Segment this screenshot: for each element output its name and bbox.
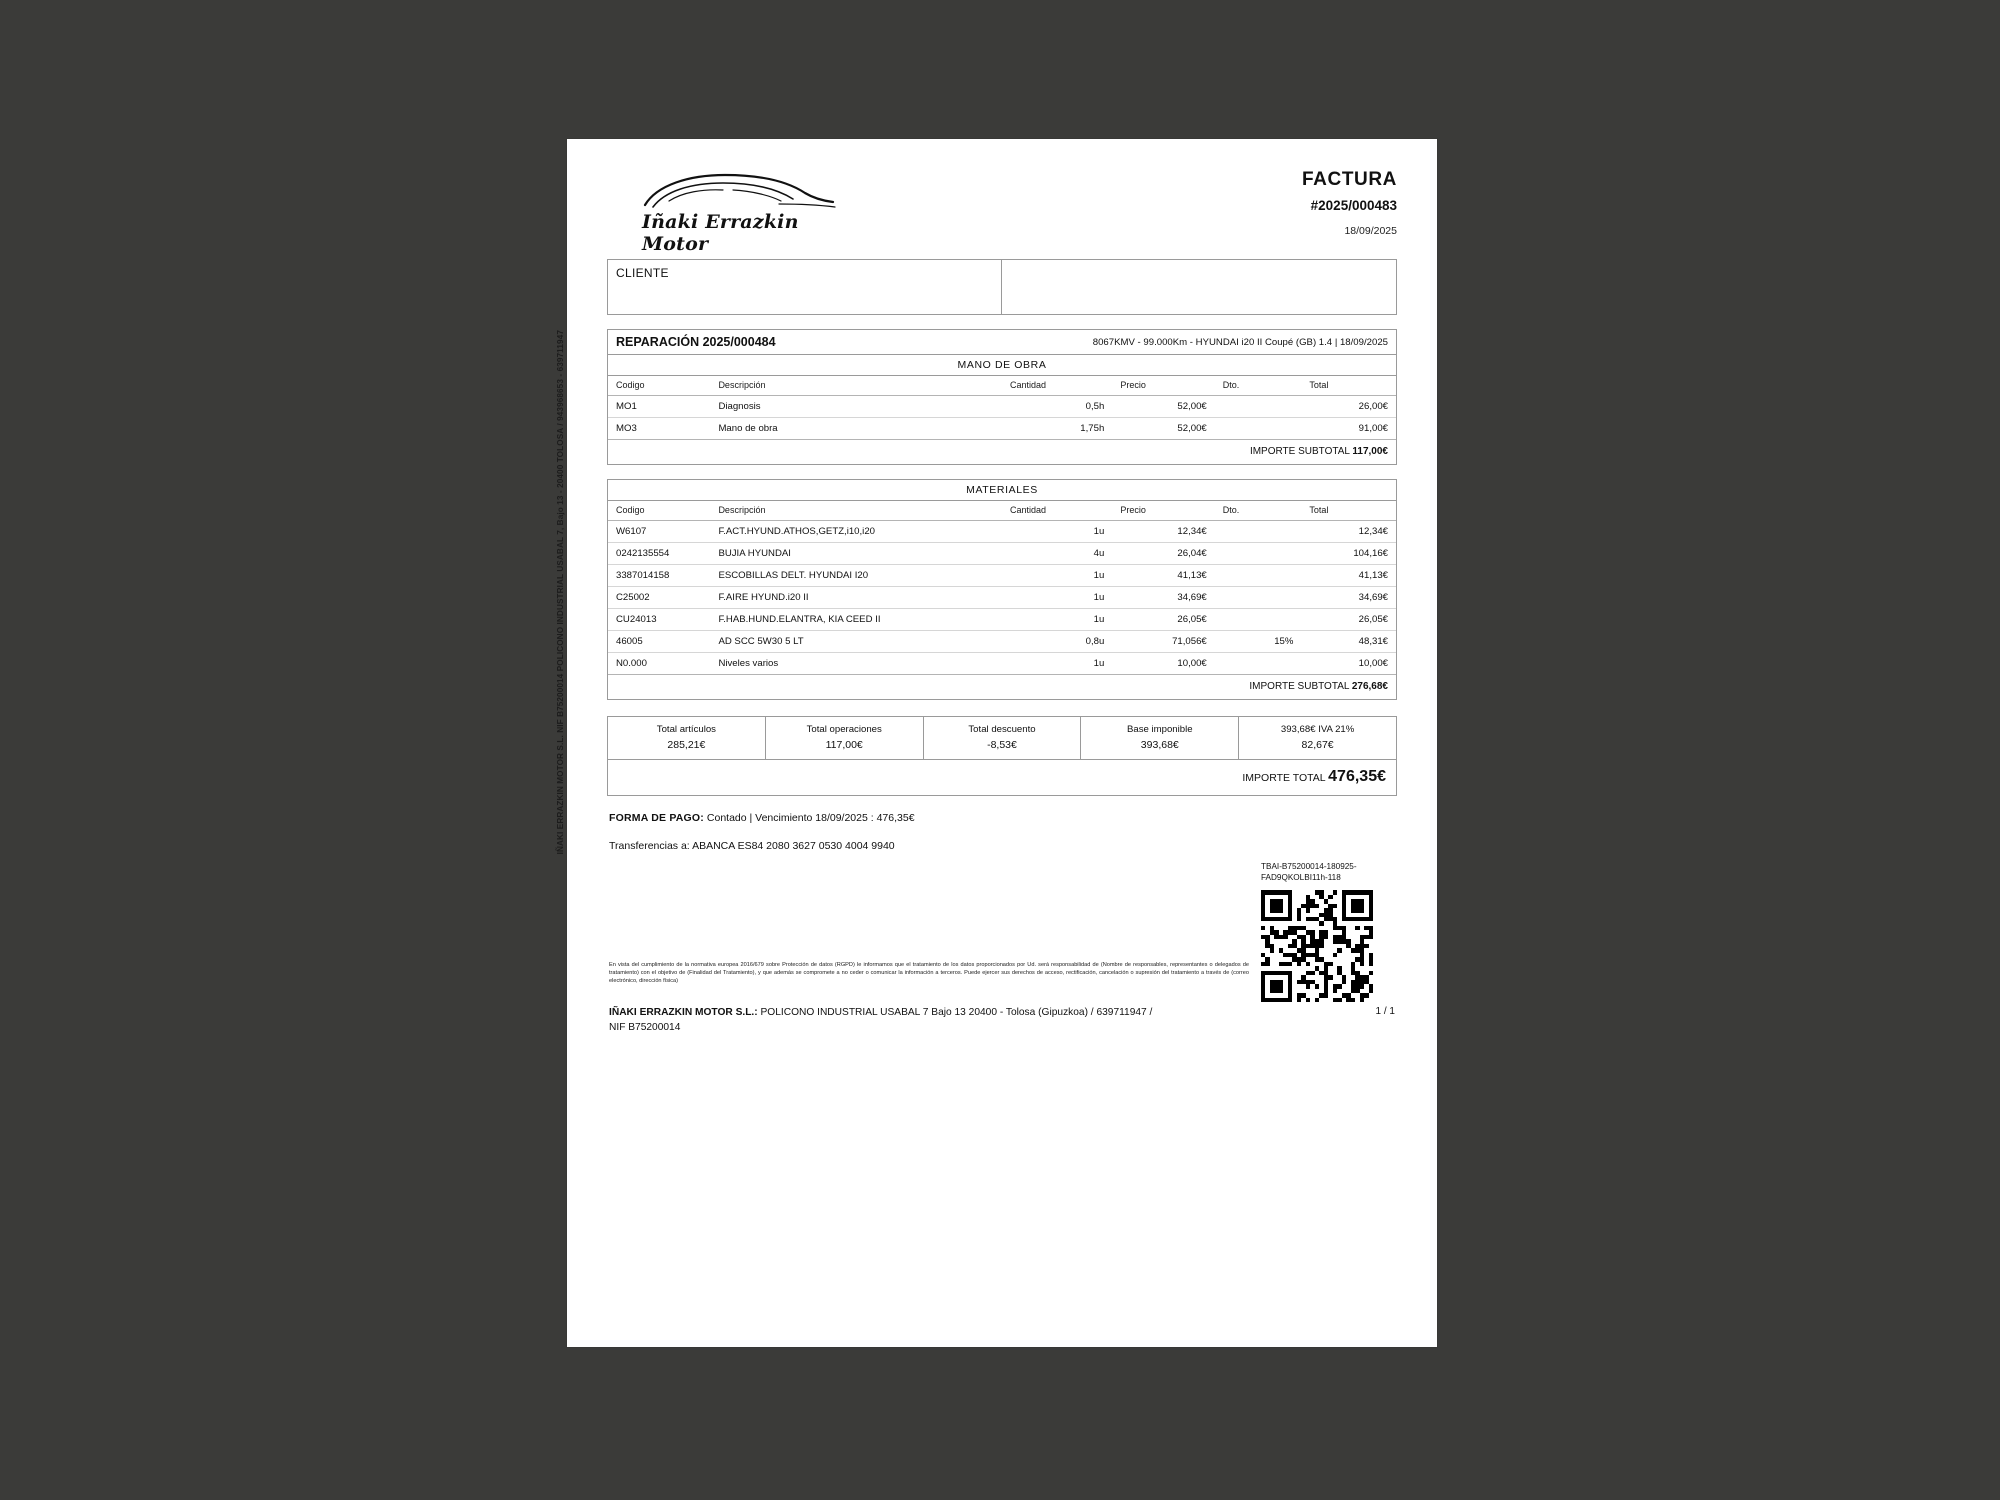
cell-total: 10,00€	[1301, 653, 1396, 675]
total-descuento-label: Total descuento	[968, 724, 1036, 735]
cell-cantidad: 1u	[1002, 653, 1112, 675]
cell-total: 26,00€	[1301, 396, 1396, 418]
grand-total-row	[608, 759, 1396, 795]
table-row	[608, 653, 1396, 675]
total-descuento-value: -8,53€	[987, 739, 1017, 751]
materials-table-header-row	[608, 501, 1396, 521]
cell-total: 26,05€	[1301, 609, 1396, 631]
table-row	[608, 565, 1396, 587]
document-number: #2025/000483	[1310, 198, 1397, 213]
col-descripcion: Descripción	[710, 501, 1002, 521]
invoice-content	[607, 161, 1397, 1321]
cell-descripcion: BUJIA HYUNDAI	[710, 543, 1002, 565]
footer-company-name: IÑAKI ERRAZKIN MOTOR S.L.:	[609, 1007, 758, 1018]
cell-cantidad: 4u	[1002, 543, 1112, 565]
repair-block	[607, 329, 1397, 465]
cell-cantidad: 0,8u	[1002, 631, 1112, 653]
table-row	[608, 609, 1396, 631]
col-cantidad: Cantidad	[1002, 376, 1112, 396]
cell-precio: 71,056€	[1112, 631, 1214, 653]
cell-codigo: W6107	[608, 521, 710, 543]
cell-descripcion: Mano de obra	[710, 418, 1002, 440]
footer-nif: NIF B75200014	[609, 1021, 681, 1033]
col-codigo: Codigo	[608, 501, 710, 521]
cell-total: 48,31€	[1301, 631, 1396, 653]
cell-total: 34,69€	[1301, 587, 1396, 609]
client-box-right	[1002, 260, 1396, 314]
vertical-company-strip: IÑAKI ERRAZKIN MOTOR S.L. NIF B75200014 POLICONO INDUSTRIAL USABAL 7, Bajo 13 - 20400 TOLOSA / 943968653 - 639711947	[556, 330, 565, 855]
table-row	[608, 396, 1396, 418]
repair-vehicle-info: 8067KMV - 99.000Km - HYUNDAI i20 II Coupé (GB) 1.4 | 18/09/2025	[1092, 336, 1388, 348]
cell-cantidad: 1u	[1002, 521, 1112, 543]
payment-value: Contado | Vencimiento 18/09/2025 : 476,35€	[706, 812, 915, 824]
cell-codigo: CU24013	[608, 609, 710, 631]
cell-precio: 34,69€	[1112, 587, 1214, 609]
cell-descripcion: F.ACT.HYUND.ATHOS,GETZ,i10,i20	[710, 521, 1002, 543]
invoice-meta	[1302, 169, 1397, 237]
cell-precio: 52,00€	[1112, 396, 1214, 418]
labor-table	[608, 376, 1396, 440]
materials-table	[608, 501, 1396, 675]
tbai-block	[1261, 861, 1391, 1002]
cell-descripcion: Niveles varios	[710, 653, 1002, 675]
labor-section-title: MANO DE OBRA	[608, 355, 1396, 376]
cell-precio: 12,34€	[1112, 521, 1214, 543]
col-precio: Precio	[1112, 501, 1214, 521]
cell-dto	[1215, 396, 1302, 418]
total-descuento	[924, 717, 1082, 759]
labor-subtotal-label: IMPORTE SUBTOTAL	[1249, 446, 1350, 457]
total-operaciones-value: 117,00€	[825, 739, 863, 751]
tbai-code-line1: TBAI-B75200014-180925-	[1261, 862, 1357, 871]
col-total: Total	[1301, 501, 1396, 521]
cell-dto	[1215, 609, 1302, 631]
tbai-code-line2: FAD9QKOLBI11h-118	[1261, 873, 1341, 883]
total-operaciones	[766, 717, 924, 759]
legal-notice: En vista del cumplimiento de la normativa europea 2016/679 sobre Protección de datos (RGPD) le informamos que el tratamiento de los datos proporcionados por Ud. será responsabilidad de (Nombre de responsables, representantes o delegados de tratamiento) con el objetivo de (Finalidad del Tratamiento), y que además se compromete a no ceder o comunicar la información a terceros. Puede ejercer sus derechos de acceso, rectificación, cancelación o supresión del tratamiento a través de (correo electrónico, dirección física)	[609, 962, 1249, 985]
cell-dto	[1215, 543, 1302, 565]
cell-descripcion: Diagnosis	[710, 396, 1002, 418]
cell-cantidad: 1,75h	[1002, 418, 1112, 440]
materials-section-title: MATERIALES	[608, 480, 1396, 501]
totals-row	[608, 717, 1396, 759]
payment-label: FORMA DE PAGO:	[609, 812, 704, 824]
cell-codigo: C25002	[608, 587, 710, 609]
labor-table-header-row	[608, 376, 1396, 396]
grand-total-value: 476,35€	[1328, 768, 1386, 785]
table-row	[608, 521, 1396, 543]
left-gutter	[0, 0, 465, 1500]
cell-precio: 26,04€	[1112, 543, 1214, 565]
client-box	[607, 259, 1397, 315]
repair-title: REPARACIÓN 2025/000484	[616, 335, 776, 349]
materials-subtotal	[608, 675, 1396, 699]
col-cantidad: Cantidad	[1002, 501, 1112, 521]
invoice-page	[567, 139, 1437, 1347]
total-operaciones-label: Total operaciones	[806, 724, 882, 735]
cell-descripcion: ESCOBILLAS DELT. HYUNDAI I20	[710, 565, 1002, 587]
table-row	[608, 543, 1396, 565]
cell-total: 12,34€	[1301, 521, 1396, 543]
base-imponible-label: Base imponible	[1126, 724, 1193, 735]
client-label: CLIENTE	[616, 266, 669, 280]
company-logo	[629, 171, 859, 255]
cell-codigo: 0242135554	[608, 543, 710, 565]
document-title: FACTURA	[1302, 169, 1397, 190]
cell-dto: 15%	[1215, 631, 1302, 653]
cell-cantidad: 1u	[1002, 587, 1112, 609]
cell-codigo: 46005	[608, 631, 710, 653]
cell-codigo: 3387014158	[608, 565, 710, 587]
table-row	[608, 418, 1396, 440]
iva-cell	[1239, 717, 1396, 759]
cell-dto	[1215, 418, 1302, 440]
cell-dto	[1215, 587, 1302, 609]
base-imponible-value: 393,68€	[1140, 739, 1179, 751]
materials-subtotal-label: IMPORTE SUBTOTAL	[1249, 681, 1350, 692]
cell-dto	[1215, 521, 1302, 543]
col-precio: Precio	[1112, 376, 1214, 396]
total-articulos-value: 285,21€	[667, 739, 706, 751]
labor-subtotal-value: 117,00€	[1352, 446, 1388, 457]
col-total: Total	[1301, 376, 1396, 396]
invoice-header	[607, 161, 1397, 253]
page-number: 1 / 1	[1375, 1006, 1395, 1017]
payment-line	[609, 812, 1397, 824]
col-codigo: Codigo	[608, 376, 710, 396]
cell-cantidad: 0,5h	[1002, 396, 1112, 418]
cell-codigo: N0.000	[608, 653, 710, 675]
document-date: 18/09/2025	[1344, 225, 1397, 237]
cell-precio: 10,00€	[1112, 653, 1214, 675]
total-articulos	[608, 717, 766, 759]
base-imponible	[1081, 717, 1239, 759]
table-row	[608, 631, 1396, 653]
cell-cantidad: 1u	[1002, 609, 1112, 631]
cell-cantidad: 1u	[1002, 565, 1112, 587]
footer-company-info	[609, 1006, 1152, 1036]
cell-descripcion: AD SCC 5W30 5 LT	[710, 631, 1002, 653]
page-footer	[609, 1006, 1395, 1036]
col-dto: Dto.	[1215, 376, 1302, 396]
total-articulos-label: Total artículos	[656, 724, 716, 735]
payment-section	[607, 812, 1397, 852]
cell-total: 41,13€	[1301, 565, 1396, 587]
repair-header	[608, 330, 1396, 355]
cell-codigo: MO3	[608, 418, 710, 440]
cell-total: 104,16€	[1301, 543, 1396, 565]
cell-precio: 41,13€	[1112, 565, 1214, 587]
cell-total: 91,00€	[1301, 418, 1396, 440]
bank-transfer-line: Transferencias a: ABANCA ES84 2080 3627 0530 4004 9940	[609, 840, 895, 852]
cell-precio: 26,05€	[1112, 609, 1214, 631]
totals-block	[607, 716, 1397, 796]
cell-dto	[1215, 653, 1302, 675]
cell-precio: 52,00€	[1112, 418, 1214, 440]
col-descripcion: Descripción	[710, 376, 1002, 396]
iva-value: 82,67€	[1301, 739, 1334, 751]
client-box-left	[608, 260, 1002, 314]
cell-descripcion: F.AIRE HYUND.i20 II	[710, 587, 1002, 609]
table-row	[608, 587, 1396, 609]
cell-dto	[1215, 565, 1302, 587]
materials-subtotal-value: 276,68€	[1351, 681, 1388, 692]
materials-block	[607, 479, 1397, 700]
cell-descripcion: F.HAB.HUND.ELANTRA, KIA CEED II	[710, 609, 1002, 631]
iva-label: 393,68€ IVA 21%	[1280, 724, 1355, 735]
right-gutter	[1990, 0, 2000, 1500]
footer-address: POLICONO INDUSTRIAL USABAL 7 Bajo 13 20400 - Tolosa (Gipuzkoa) / 639711947 /	[760, 1007, 1153, 1018]
cell-codigo: MO1	[608, 396, 710, 418]
col-dto: Dto.	[1215, 501, 1302, 521]
grand-total-label: IMPORTE TOTAL	[1242, 772, 1326, 784]
company-logo-text: Iñaki Errazkin Motor	[642, 211, 799, 255]
labor-subtotal	[608, 440, 1396, 464]
qr-code	[1261, 890, 1373, 1002]
